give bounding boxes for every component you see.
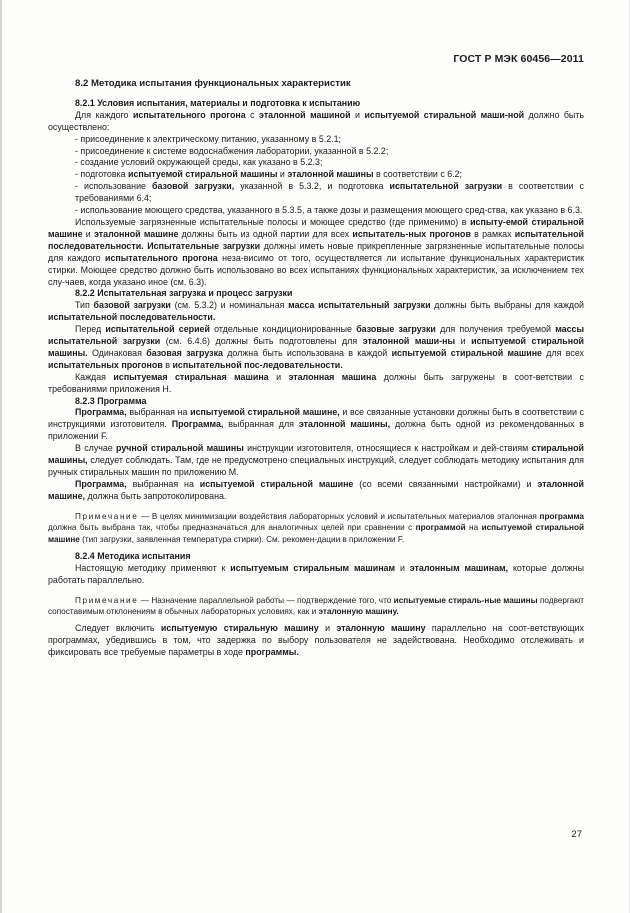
text-run: Одинаковая (87, 347, 147, 358)
text-run: - создание условий окружающей среды, как указано в 5.2.3; (75, 157, 323, 168)
text-run: Следует включить (75, 623, 161, 634)
bold-term: испытуемой стиральной машины. (48, 336, 584, 358)
list-item (48, 169, 584, 181)
text-run: следует соблюдать. Там, где не предусмотрено специальных инструкций, следует соблюдать методику испытания для ручных стиральных машин по приложению М. (48, 455, 584, 477)
bold-term: эталонной машины, (298, 419, 391, 430)
bold-term: базовой загрузки, (152, 181, 235, 192)
bold-term: масса испытательный загрузки (288, 300, 431, 311)
bold-term: испытательного прогона (132, 109, 246, 120)
bold-term: испытуемой стиральной машине (48, 523, 584, 544)
text-run: должны быть загружены в соот-ветствии с требованиями приложения Н. (48, 371, 584, 394)
bold-term: базовая загрузка (146, 347, 223, 358)
bold-term: испытательной загрузки (389, 181, 503, 192)
text-run: должно быть осуществлено: (48, 109, 585, 132)
text-run: и (82, 228, 94, 239)
text-run: (со всеми связанными настройками) и (353, 478, 538, 489)
text-run: Каждая (75, 371, 114, 382)
paragraph (48, 443, 584, 479)
text-run: с (245, 109, 260, 120)
paragraph (48, 324, 584, 372)
list-item (48, 205, 584, 217)
text-run: в рамках (470, 228, 515, 239)
bold-term: программы. (245, 647, 299, 658)
bold-term: эталонной машине (94, 228, 179, 239)
text-run: и (277, 169, 288, 180)
standard-designation: ГОСТ Р МЭК 60456—2011 (453, 53, 584, 65)
subsection-8-2-4-title: 8.2.4 Методика испытания (75, 550, 191, 561)
text-run: - присоединение к системе водоснабжения лаборатории, указанной в 5.2.2; (75, 145, 389, 156)
text-run: - присоединение к электрическому питанию, указанному в 5.2.1; (75, 133, 342, 144)
paragraph (48, 407, 584, 443)
text-run: Тип (75, 300, 94, 311)
note (48, 595, 584, 618)
text-run: Примечание (75, 511, 139, 521)
text-run: Для каждого (75, 109, 133, 120)
text-run: Настоящую методику применяют к (75, 562, 231, 573)
text-run: в соответствии с требованиями 6.4; (75, 181, 584, 204)
bold-term: эталонным машинам, (409, 562, 509, 573)
note (48, 511, 584, 545)
subsection-8-2-2-title: 8.2.2 Испытательная загрузка и процесс загрузки (75, 288, 293, 299)
text-run: Используемые загрязненные испытательные полосы и моющее средство (где применимо) в (75, 216, 471, 227)
text-run: и (395, 562, 410, 573)
document-body (48, 78, 584, 659)
paragraph (48, 372, 584, 396)
bold-term: эталонной маши-ны (362, 336, 456, 347)
bold-term: испытуемым стиральным машинам (230, 562, 396, 573)
text-run: которые должны работать параллельно. (48, 562, 584, 585)
text-run: Примечание (75, 595, 139, 605)
subsection-8-2-1-title: 8.2.1 Условия испытания, материалы и подготовка к испытанию (75, 97, 361, 108)
list-item (48, 181, 584, 205)
text-run: должны иметь новые прикрепленные загрязненные испытательные полосы для каждого (48, 240, 584, 263)
bold-term: испытательной последовательности. Испытательные загрузки (48, 228, 585, 251)
text-run: должна быть выбрана так, чтобы предназначаться для аналогичных целей при сравнении с (48, 523, 416, 533)
bold-term: базовой загрузки (93, 300, 171, 311)
bold-term: эталонной машиной (259, 109, 351, 120)
bold-term: испытательного прогона (105, 252, 218, 263)
text-run: на (465, 523, 482, 533)
text-run: для получения требуемой (435, 324, 556, 335)
bold-term: эталонную машину (336, 623, 426, 634)
text-run: и (350, 109, 365, 120)
bold-term: испытуемой стиральной маши-ной (364, 109, 525, 120)
text-run: и (318, 623, 337, 634)
text-run: должна быть одной из рекомендованных в приложении F. (48, 419, 585, 442)
bold-term: испытательных прогонов (48, 359, 163, 370)
text-run: и (455, 336, 472, 347)
text-run: должна быть запротоколирована. (85, 490, 227, 501)
page-number: 27 (571, 829, 582, 840)
list-item (48, 134, 584, 146)
bold-term: испытуемой стиральной машине, (190, 407, 340, 418)
bold-term: Программа, (171, 419, 224, 430)
list-item (48, 146, 584, 158)
bold-term: Программа, (75, 478, 127, 489)
requirements-list (48, 134, 584, 217)
text-run: (тип загрузки, заявленная температура стирки). См. рекомен-дации в приложении F. (79, 534, 405, 544)
text-run: инструкции изготовителя, относящиеся к настройкам и дей-ствиям (243, 443, 532, 454)
bold-term: испытуемую стиральную машину (160, 623, 319, 634)
bold-term: испытуемая стиральная машина (113, 371, 269, 382)
bold-term: испыту-емой стиральной машине (48, 216, 584, 239)
text-run: должны быть выбраны для каждой (430, 300, 585, 311)
paragraph (48, 479, 584, 503)
bold-term: испытательной пос-ледовательности. (172, 359, 343, 370)
text-run: выбранная на (126, 478, 200, 489)
bold-term: испытательной последовательности. (48, 312, 216, 323)
bold-term: ручной стиральной машины (116, 443, 244, 454)
bold-term: эталонной машины (287, 169, 374, 180)
bold-term: программа (539, 511, 584, 521)
text-run: — Назначение параллельной работы — подтверждение того, что (138, 595, 394, 605)
bold-term: программой (415, 523, 466, 533)
text-run: подвергают сопоставимым отклонениям в обычных лабораторных условиях, как и (48, 595, 585, 617)
text-run: должна быть использована в каждой (222, 347, 392, 358)
bold-term: испытательной серией (105, 324, 210, 335)
text-run: и все связанные установки должны быть в соответствии с инструкциями изготовителя. (48, 407, 584, 430)
text-run: — В целях минимизации воздействия лабораторных условий и испытательных материалов эталонная (138, 511, 540, 521)
text-run: - подготовка (75, 169, 129, 180)
text-run: отдельные кондиционированные (209, 324, 357, 335)
bold-term: испытуемые стираль-ные машины (393, 595, 538, 605)
subsection-8-2-3-title: 8.2.3 Программа (75, 395, 147, 406)
text-run: выбранная на (126, 407, 191, 418)
text-run: (см. 5.3.2) и номинальная (170, 300, 289, 311)
paragraph (48, 217, 584, 288)
text-run: должны быть из одной партии для всех (178, 228, 353, 239)
bold-term: эталонной машине, (48, 478, 585, 501)
bold-term: стиральной машины, (48, 443, 584, 466)
text-run: - использование (75, 181, 153, 192)
text-run: и (268, 371, 289, 382)
bold-term: эталонная машина (288, 371, 377, 382)
paragraph (48, 563, 584, 587)
text-run: указанной в 5.3.2, и подготовка (234, 181, 390, 192)
paragraph (48, 300, 584, 324)
text-run: (см. 6.4.6) должны быть подготовлены для (160, 336, 363, 347)
bold-term: испытуемой стиральной машине (391, 347, 542, 358)
text-run: в (162, 359, 173, 370)
bold-term: Программа, (75, 407, 127, 418)
text-run: параллельно на соот-ветствующих программах, убедившись в том, что задержка по выбору пользователя не задействована. Необходимо отслеживать и фиксировать все требуемые параметры в ходе (48, 623, 584, 658)
text-run: В случае (75, 443, 117, 454)
list-item (48, 157, 584, 169)
text-run: - использование моющего средства, указанного в 5.3.5, а также дозы и размещения моющего сред-ства, как указано в 6.3. (75, 205, 583, 216)
paragraph (48, 110, 584, 134)
text-run: неза-висимо от того, осуществляется ли испытание функциональных характеристик стирки. Моющее средство должно быть использовано во всех испытаниях функциональных характеристик, за исключением тех слу-чаев, когда указано иное (см. 6.3). (48, 252, 585, 287)
bold-term: массы испытательной загрузки (48, 324, 585, 347)
text-run: в соответствии с 6.2; (373, 169, 463, 180)
bold-term: испытатель-ных прогонов (352, 228, 471, 239)
text-run: выбранная для (223, 419, 299, 430)
text-run: Перед (75, 324, 106, 335)
text-run: для всех (542, 347, 584, 358)
bold-term: испытуемой стиральной машины (128, 169, 278, 180)
bold-term: базовые загрузки (356, 324, 436, 335)
section-8-2-title: 8.2 Методика испытания функциональных характеристик (75, 78, 351, 89)
bold-term: эталонную машину. (318, 607, 399, 617)
bold-term: испытуемой стиральной машине (199, 478, 354, 489)
paragraph (48, 623, 584, 659)
